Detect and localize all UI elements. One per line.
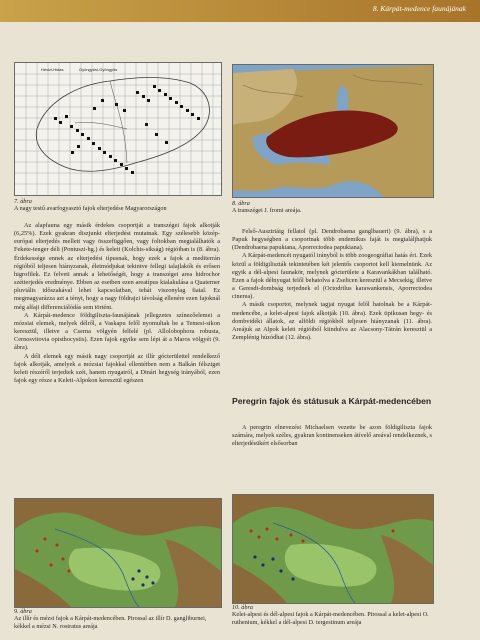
paragraph: Felső-Ausztriáig fellatol (pl. Dendrobaena ganglbaueri) (9. ábra), s a Papuk hegységben a csoportnak több endemikus faját is megtaláljhatjuk (Dendrobaena papukiana, Aporrectodea papukiana). — [232, 228, 432, 252]
running-title: 8. Kárpát-medence faunájának — [372, 4, 466, 13]
figure-10-caption — [232, 604, 432, 626]
paragraph: A déli elemek egy másik nagy csoportját az illír gócterülettel rendelkező fajok alkotják, amelyek a mózsiai fajokkal ellentétben nem a Balkán félsziget keleti részéről terjedtek szét, hanem nyugatról, a Dinári hegység irányából, ezen fajok egy része a Keleti-Alpokon keresztül egészen — [14, 352, 220, 384]
mountain-relief — [233, 495, 433, 529]
figure-7-caption — [14, 198, 220, 213]
mountain-relief — [15, 499, 221, 536]
pannonian-plain — [69, 548, 161, 591]
figure-10-relief-map — [232, 494, 434, 604]
map7-label-1: Hévizi-Hidas — [41, 67, 64, 72]
figure-9-relief-map — [14, 498, 222, 608]
paragraph: A Kárpát-medencét nyugatól irányból is több zoogeográfiai hatás éri. Ezek közül a földigiliszták tekintetében két jelentős csoportot kell kiemelnünk. Az egyik a dél-alpesi faunakör, melynek gócterülete a Karavankákban található. Ezen a fajok délnyugat felől behatolva a Zselicen keresztül a Mecsekig, illetve a Geresdi-dombság terjednek el (Octodrilus karawankensis, Aporrectodea cinerea). — [232, 252, 432, 301]
left-column — [14, 222, 220, 385]
figure-8-caption — [232, 200, 432, 215]
right-column-upper — [232, 228, 432, 342]
header-band — [0, 0, 480, 22]
section-heading: Peregrin fajok és státusuk a Kárpát-medencében — [232, 396, 432, 406]
hungary-border — [36, 78, 209, 172]
figure-9-number: 9. ábra — [14, 608, 32, 615]
paragraph: Az alapfauna egy másik érdekes csoportját a transzégei fajok alkotják (6,25%). Ezek gyakran diszjunkt elterjedést mutatnak. Egy szélesebb közép-európai elterjedés mellett vagy összefüggően, vagy foltokban megtalálhatók a Fekete-tenger déli (Pontuszi-hg.) és keleti (Kolchis-sikság) régióiban is (8. ábra). Érdekessége ennek az elterjedési típusnak, hogy ezek a fajok a mediterrán régióból teljesen hiányzanak, életmódjukat tekintve fellegi talajlakók és erősen higrofilek. Ez felveti annak a lehetőségét, hogy a transzégei area hidrochor szétterjedés eredménye. Ebben az esetben ezen areatípus kialakulása a Quaterner pluviális időszakával lehet kapcsolatban, tehát viszonylag fiatal. Ez megmagyarázza azt a tényt, hogy a nagy földrajzi távolság ellenére ezen fajoknál még alfaji differenciálódás sem történt. — [14, 222, 220, 311]
right-column-lower — [232, 424, 432, 448]
figure-10-number: 10. ábra — [232, 604, 253, 611]
figure-9-caption — [14, 608, 220, 630]
river-lines — [75, 81, 127, 163]
figure-7-text: A nagy testű avarfogyasztó fajok elterjedése Magyarországon — [14, 205, 167, 213]
figure-9-text: Az illír és mézsi fajok a Kárpát-medencében. Pirossal az illír D. gangliburnei, kékkel a mézsi N. rostratus areája — [14, 615, 207, 630]
figure-8-area-map — [232, 64, 434, 198]
figure-8-number: 8. ábra — [232, 200, 250, 207]
paragraph: A másik csoportot, melynek tagjai nyugat felől hatolnak be a Kárpát-medencébe, a kelet-alpesi fajok alkotják (10. ábra). Ezek tipikusan hegy- és dombvidéki állatok, az alföldi régiókból teljesen hiányzanak (11. ábra). Areájuk az Alpok keleti régióiból kiindulva az Alacsony-Tátrán keresztül a Zemplénig húzódhat (12. ábra). — [232, 301, 432, 342]
figure-7-number: 7. ábra — [14, 198, 32, 205]
paragraph: A peregrin elnevezést Michaelsen vezette be azon földigiliszta fajok számára, melyek széles, gyakran kontinenseken átívelő areával rendelkeznek, s elterjedésükért elsősorban — [232, 424, 432, 448]
carpathian-relief — [381, 535, 433, 603]
figure-10-text: Kelet-alpesi és dél-alpesi fajok a Kárpát-medencében. Pirossal a kelet-alpesi O. ruthenium, kékkel a dél-alpesi D. tergestinum areája — [232, 611, 429, 626]
dinaric-relief — [233, 563, 287, 603]
figure-7-grid-map — [14, 62, 222, 196]
red-dots — [36, 538, 71, 573]
red-dots — [250, 528, 395, 543]
paragraph: A Kárpát-medence földigiliszta-faunájának jellegzetes színezőelemei a mózsiai elemek, melyek délről, a Vaskapu felől nyomultak be a Temesi-sikon keresztül, illetve a Cserna völgyén felfelé (pl. Allolobophora robusta, Cernosvitovia opisthocystis). Ezen fajok egyike sem lépi át a Maros völgyét (9. ábra). — [14, 311, 220, 352]
map7-label-2: Gyöngyösi-Gyöngyös — [79, 67, 118, 72]
figure-8-text: A transzégei J. fromi areája. — [232, 207, 302, 215]
carpathian-relief — [165, 539, 221, 607]
pannonian-plain — [285, 544, 377, 587]
dinaric-relief — [15, 569, 71, 607]
